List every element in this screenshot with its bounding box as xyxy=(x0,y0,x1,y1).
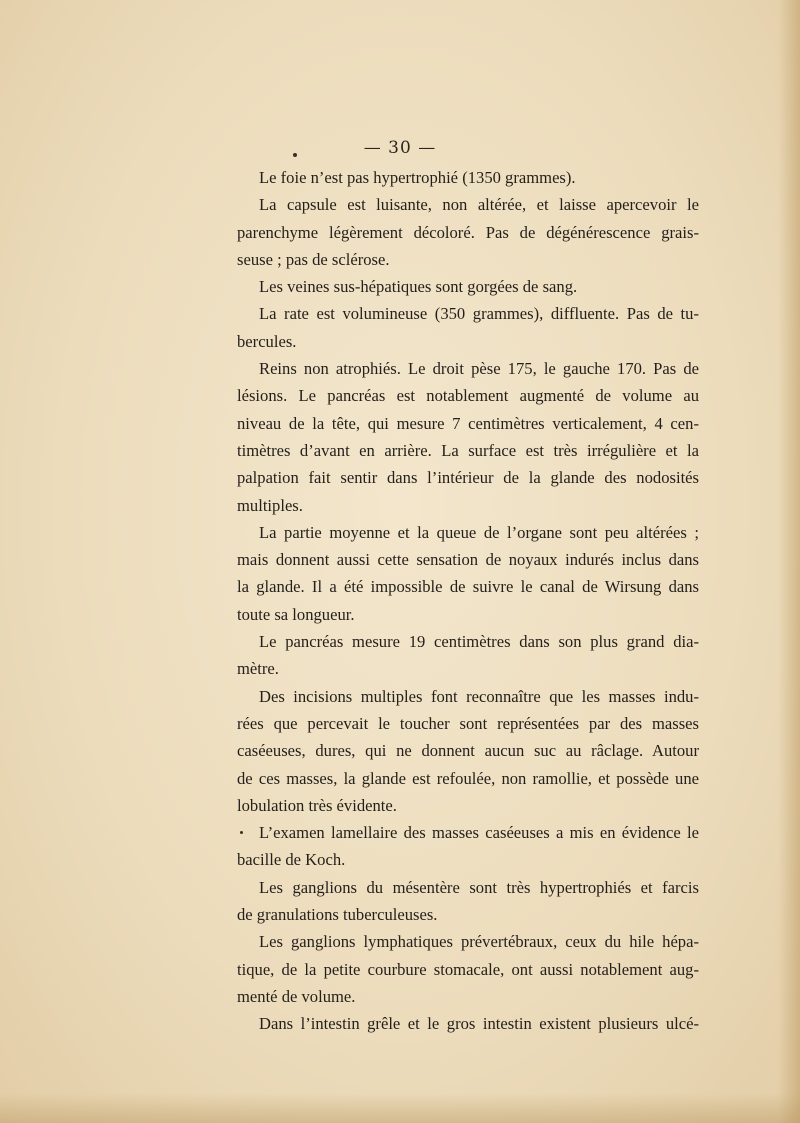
text-line: la glande. Il a été impossible de suivre le canal de Wirsung dans xyxy=(237,577,699,597)
text-line: La rate est volumineuse (350 grammes), diffluente. Pas de tu- xyxy=(259,304,699,324)
text-line: multiples. xyxy=(237,495,303,515)
text-line: Le foie n’est pas hypertrophié (1350 grammes). xyxy=(259,168,576,187)
text-line: de granulations tuberculeuses. xyxy=(237,905,438,925)
text-line: niveau de la tête, qui mesure 7 centimètres verticalement, 4 cen- xyxy=(237,413,699,433)
text-line: parenchyme légèrement décoloré. Pas de dégénérescence grais- xyxy=(237,222,699,242)
text-line: Les ganglions lymphatiques prévertébraux, ceux du hile hépa- xyxy=(259,932,699,952)
text-line: bacille de Koch. xyxy=(237,850,346,870)
text-line: toute sa longueur. xyxy=(237,604,355,624)
text-line: La capsule est luisante, non altérée, et laisse apercevoir le xyxy=(259,195,699,215)
text-line: lésions. Le pancréas est notablement augmenté de volume au xyxy=(237,386,699,406)
text-line: Reins non atrophiés. Le droit pèse 175, le gauche 170. Pas de xyxy=(259,359,699,379)
text-line: menté de volume. xyxy=(237,986,356,1006)
text-line: timètres d’avant en arrière. La surface est très irrégulière et la xyxy=(237,440,699,460)
text-line: bercules. xyxy=(237,331,297,351)
page-edge-shadow xyxy=(778,0,800,1123)
text-line: de ces masses, la glande est refoulée, non ramollie, et possède une xyxy=(237,768,699,788)
text-line: mètre. xyxy=(237,659,279,679)
text-line: mais donnent aussi cette sensation de noyaux indurés inclus dans xyxy=(237,550,699,570)
body-text xyxy=(237,164,699,1038)
text-line: tique, de la petite courbure stomacale, ont aussi notablement aug- xyxy=(237,959,699,979)
text-line: Les veines sus-hépatiques sont gorgées de sang. xyxy=(259,277,578,297)
page-number: — 30 — xyxy=(363,138,437,158)
text-line: seuse ; pas de sclérose. xyxy=(237,249,390,269)
text-line: Le pancréas mesure 19 centimètres dans son plus grand dia- xyxy=(259,632,699,652)
page-bottom-shadow xyxy=(0,1093,800,1123)
text-line: rées que percevait le toucher sont représentées par des masses xyxy=(237,713,699,733)
text-line: L’examen lamellaire des masses caséeuses a mis en évidence le xyxy=(259,823,699,843)
text-line: caséeuses, dures, qui ne donnent aucun suc au râclage. Autour xyxy=(237,741,699,761)
text-line: La partie moyenne et la queue de l’organe sont peu altérées ; xyxy=(259,522,699,542)
text-line: Des incisions multiples font reconnaître que les masses indu- xyxy=(259,686,699,706)
text-line: lobulation très évidente. xyxy=(237,795,397,815)
text-line: Les ganglions du mésentère sont très hypertrophiés et farcis xyxy=(259,877,699,897)
text-line: palpation fait sentir dans l’intérieur de la glande des nodosités xyxy=(237,468,699,488)
text-line: Dans l’intestin grêle et le gros intestin existent plusieurs ulcé- xyxy=(259,1014,699,1034)
